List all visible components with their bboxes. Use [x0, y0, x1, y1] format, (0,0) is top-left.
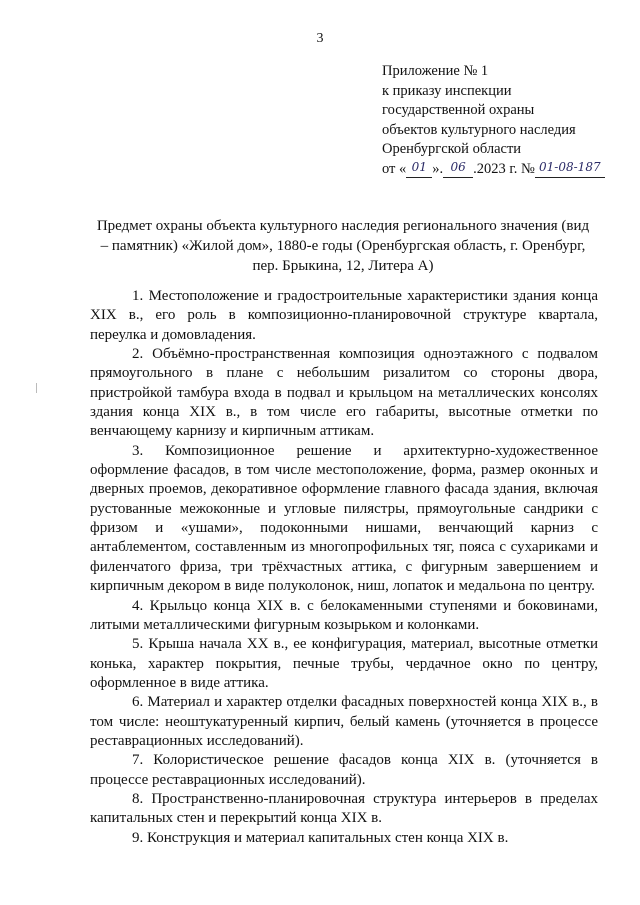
date-prefix: от «	[382, 160, 407, 177]
appendix-date-line	[382, 160, 632, 180]
list-item: 6. Материал и характер отделки фасадных поверхностей конца XIX в., в том числе: неоштукатуренный кирпич, белый камень (уточняется в процессе реставрационных исследований).	[90, 694, 598, 749]
order-number-field	[535, 161, 605, 178]
list-item: 4. Крыльцо конца XIX в. с белокаменными ступенями и боковинами, литыми металлическими фигурным козырьком и колонками.	[90, 597, 598, 633]
title-line: Предмет охраны объекта культурного наследия регионального значения (вид	[96, 218, 590, 234]
list-item: 9. Конструкция и материал капитальных стен конца XIX в.	[132, 829, 509, 846]
protection-items-list	[90, 287, 598, 848]
appendix-block	[382, 62, 632, 180]
page-number: 3	[316, 31, 324, 46]
date-year: .2023 г. №	[473, 160, 535, 177]
appendix-line: Оренбургской области	[382, 141, 522, 158]
list-item: 7. Колористическое решение фасадов конца XIX в. (уточняется в процессе реставрационных исследований).	[90, 752, 598, 788]
list-item: 3. Композиционное решение и архитектурно-художественное оформление фасадов, в том числе местоположение, форма, размер оконных и дверных проемов, декоративное оформление главного фасада здания, включая рустованные межоконные и угловые пилястры, прямоугольные сандрики с фризом и «ушами», подоконными нишами, венчающий карниз с антаблементом, составленным из многопрофильных тяг, пояса с сухариками и филенчатого фриза, три трёхчастных аттика, с фигурным завершением и кирпичным декором в виде полуколонок, ниш, лопаток и медальона по центру.	[90, 442, 598, 595]
appendix-line: объектов культурного наследия	[382, 121, 576, 138]
date-month-field	[443, 161, 473, 178]
document-title	[84, 216, 602, 276]
date-day-field	[406, 161, 432, 178]
margin-mark	[36, 383, 37, 393]
list-item: 1. Местоположение и градостроительные характеристики здания конца XIX в., его роль в композиционно-планировочной структуре квартала, переулка и домовладения.	[90, 288, 598, 343]
title-line: – памятник) «Жилой дом», 1880-е годы (Оренбургская область, г. Оренбург,	[100, 238, 586, 254]
date-separator: ».	[432, 160, 444, 177]
date-month-handwritten: 06	[450, 159, 466, 174]
list-item: 5. Крыша начала XX в., ее конфигурация, материал, высотные отметки конька, характер покрытия, печные трубы, чердачное окно по центру, оформленное в виде аттика.	[90, 636, 598, 691]
date-day-handwritten: 01	[411, 159, 427, 174]
appendix-line: к приказу инспекции	[382, 82, 512, 99]
list-item: 2. Объёмно-пространственная композиция одноэтажного с подвалом прямоугольного в плане с небольшим ризалитом со стороны двора, пристройкой тамбура входа в подвал и крыльцом на металлических консолях здания конца XIX в., в том числе его габариты, высотные отметки по венчающему карнизу и кирпичным аттикам.	[90, 346, 598, 440]
appendix-title: Приложение № 1	[382, 63, 489, 79]
list-item: 8. Пространственно-планировочная структура интерьеров в пределах капитальных стен и перекрытий конца XIX в.	[90, 790, 598, 827]
title-line: пер. Брыкина, 12, Литера А)	[252, 258, 434, 274]
appendix-line: государственной охраны	[382, 102, 535, 119]
order-number-handwritten: 01-08-187	[539, 159, 601, 174]
